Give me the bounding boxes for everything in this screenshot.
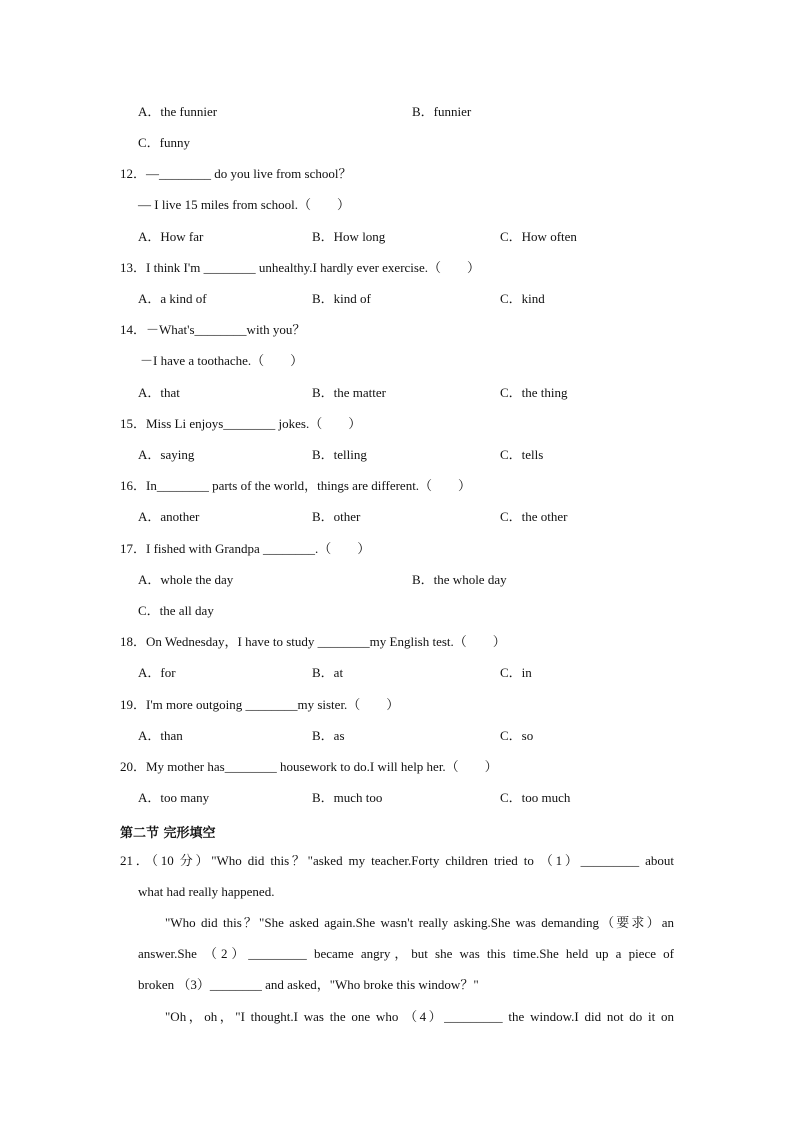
question-14-option-a: A．that [138, 385, 180, 400]
q11-option-c: C．funny [138, 135, 191, 150]
question-14-option-c: C．the thing [500, 385, 568, 400]
question-12-reply: — I live 15 miles from school.（ ） [138, 197, 350, 212]
question-17-option-b: B．the whole day [412, 572, 507, 587]
question-20-option-a: A．too many [138, 790, 210, 805]
question-17-stem: 17．I fished with Grandpa ________.（ ） [120, 541, 371, 556]
q11-option-a: A．the funnier [138, 104, 218, 119]
q11-option-b: B．funnier [412, 104, 472, 119]
question-13-option-c: C．kind [500, 291, 545, 306]
question-19-stem: 19．I'm more outgoing ________my sister.（ ） [120, 697, 400, 712]
passage-line-4: answer.She （2）_________ became angry，but she was this time.She held up a piece of [138, 946, 674, 961]
question-13-stem: 13．I think I'm ________ unhealthy.I hardly ever exercise.（ ） [120, 260, 480, 275]
passage-line-1: 21．（10 分）"Who did this？"asked my teacher.Forty children tried to （1）_________ about [120, 853, 674, 868]
question-13-option-b: B．kind of [312, 291, 371, 306]
question-18-option-b: B．at [312, 665, 344, 680]
question-12-option-c: C．How often [500, 229, 577, 244]
passage-line-3: "Who did this？"She asked again.She wasn't really asking.She was demanding（要求）an [165, 915, 674, 930]
question-17-option-a: A．whole the day [138, 572, 234, 587]
question-19-option-a: A．than [138, 728, 183, 743]
question-16-option-c: C．the other [500, 509, 568, 524]
question-18-stem: 18．On Wednesday，I have to study ________my English test.（ ） [120, 634, 506, 649]
question-16-option-a: A．another [138, 509, 200, 524]
question-16-option-b: B．other [312, 509, 361, 524]
question-17-option-c: C．the all day [138, 603, 214, 618]
passage-line-6: "Oh，oh，"I thought.I was the one who （4）_________ the window.I did not do it on [165, 1009, 674, 1024]
question-14-stem: 14．－What's________with you？ [120, 322, 306, 337]
question-14-option-b: B．the matter [312, 385, 387, 400]
question-19-option-b: B．as [312, 728, 345, 743]
question-12-stem: 12．—________ do you live from school？ [120, 166, 352, 181]
question-20-option-c: C．too much [500, 790, 571, 805]
passage-line-5: broken （3）________ and asked，"Who broke this window？" [138, 977, 479, 992]
question-12-option-b: B．How long [312, 229, 386, 244]
passage-line-2: what had really happened. [138, 884, 275, 899]
question-13-option-a: A．a kind of [138, 291, 207, 306]
question-20-option-b: B．much too [312, 790, 383, 805]
question-14-reply: －I have a toothache.（ ） [140, 353, 304, 368]
question-15-stem: 15．Miss Li enjoys________ jokes.（ ） [120, 416, 362, 431]
question-20-stem: 20．My mother has________ housework to do.I will help her.（ ） [120, 759, 498, 774]
question-15-option-a: A．saying [138, 447, 195, 462]
question-16-stem: 16．In________ parts of the world，things are different.（ ） [120, 478, 472, 493]
question-18-option-c: C．in [500, 665, 532, 680]
section-title: 第二节 完形填空 [120, 826, 216, 841]
question-19-option-c: C．so [500, 728, 534, 743]
question-18-option-a: A．for [138, 665, 176, 680]
question-15-option-c: C．tells [500, 447, 544, 462]
question-12-option-a: A．How far [138, 229, 204, 244]
question-15-option-b: B．telling [312, 447, 367, 462]
